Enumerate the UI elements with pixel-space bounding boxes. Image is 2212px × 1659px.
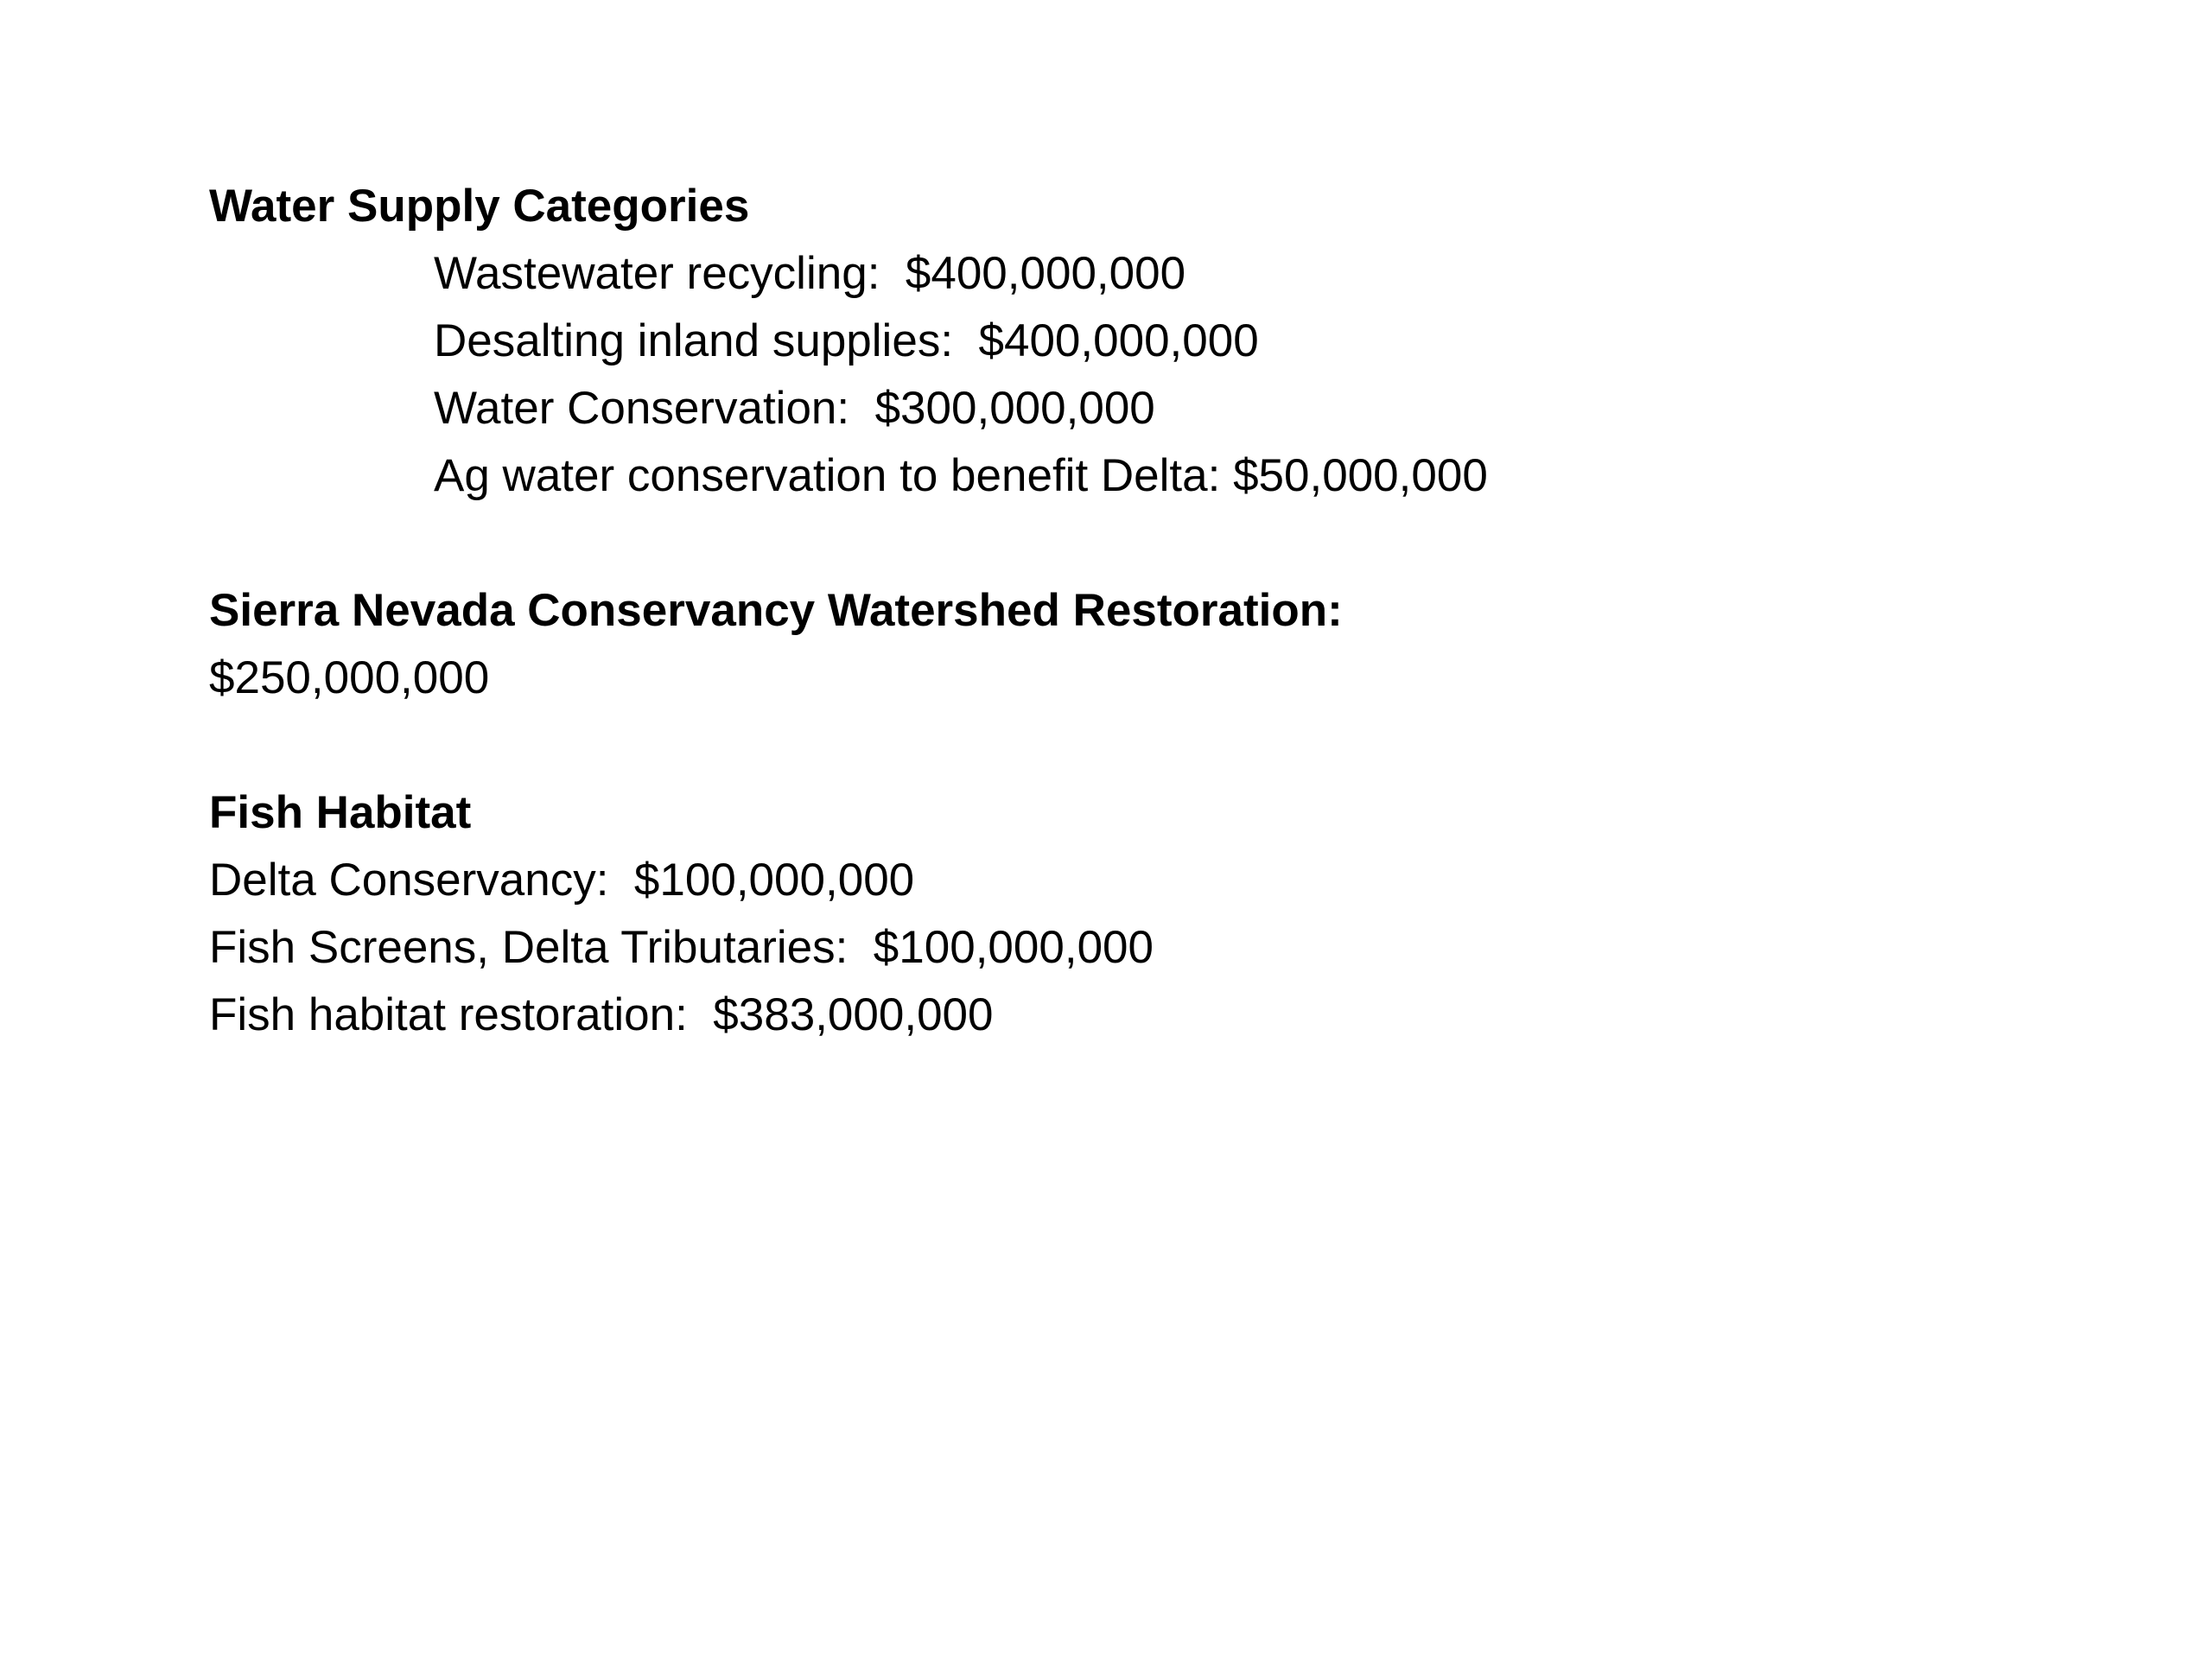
water-supply-item: Water Conservation: $300,000,000 xyxy=(434,383,1155,434)
sierra-nevada-heading: Sierra Nevada Conservancy Watershed Restoration: xyxy=(209,585,1343,636)
fish-habitat-item: Delta Conservancy: $100,000,000 xyxy=(209,855,915,906)
fish-habitat-heading: Fish Habitat xyxy=(209,787,472,838)
sierra-nevada-section xyxy=(209,577,2110,712)
water-supply-heading: Water Supply Categories xyxy=(209,181,750,232)
sierra-nevada-amount: $250,000,000 xyxy=(209,652,490,703)
spacer xyxy=(209,510,2110,577)
fish-habitat-section xyxy=(209,779,2110,1049)
fish-habitat-item: Fish Screens, Delta Tributaries: $100,000,000 xyxy=(209,922,1154,973)
water-supply-item: Desalting inland supplies: $400,000,000 xyxy=(434,315,1259,366)
spacer xyxy=(209,712,2110,779)
fish-habitat-item: Fish habitat restoration: $383,000,000 xyxy=(209,989,994,1040)
water-supply-item: Ag water conservation to benefit Delta: $50,000,000 xyxy=(434,450,1488,501)
water-supply-item: Wastewater recycling: $400,000,000 xyxy=(434,248,1186,299)
water-supply-section xyxy=(209,173,2110,510)
slide-content xyxy=(209,173,2110,1049)
